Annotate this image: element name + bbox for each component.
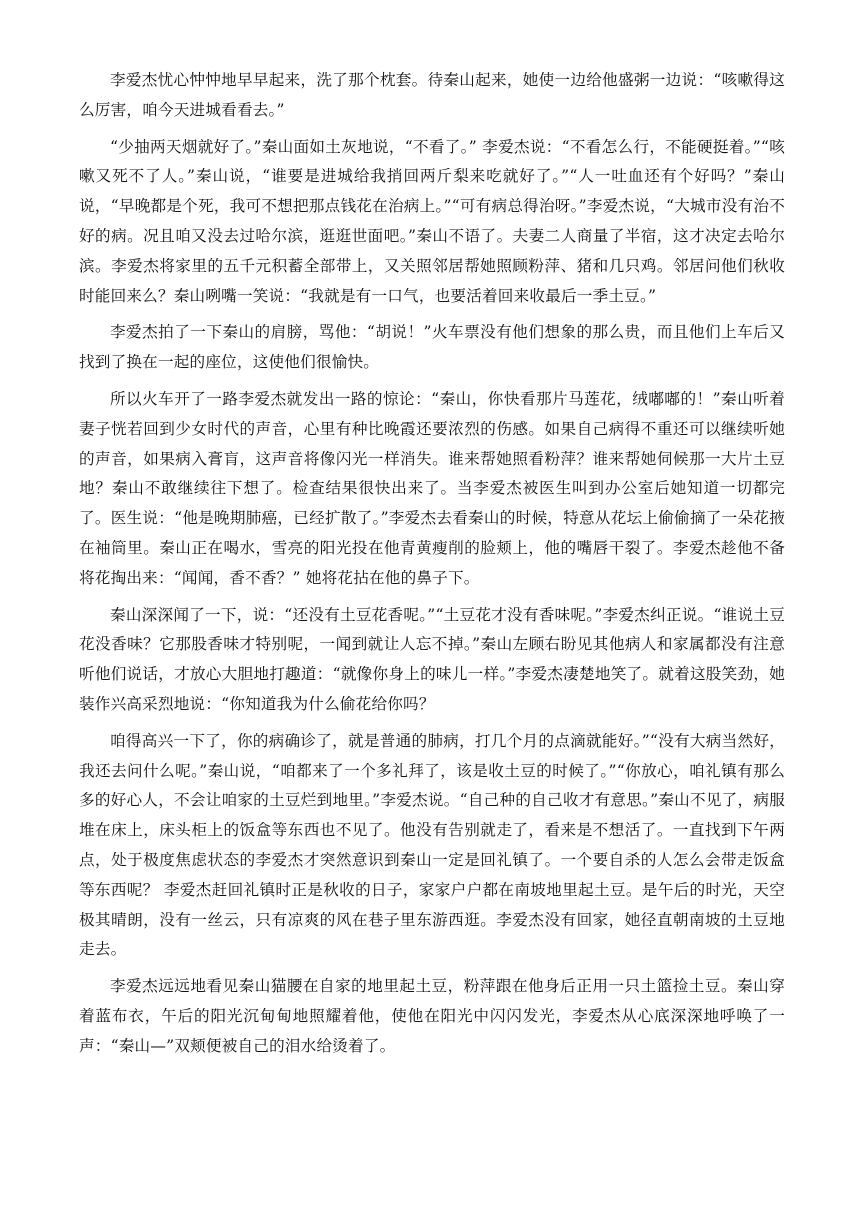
paragraph-7: 李爱杰远远地看见秦山猫腰在自家的地里起土豆，粉萍跟在他身后正用一只土篮捡土豆。秦山穿着蓝布衣，午后的阳光沉甸甸地照耀着他，使他在阳光中闪闪发光，李爱杰从心底深深地呼唤了一声：“秦山—”双颊便被自己的泪水给烫着了。 <box>79 977 785 1055</box>
paragraph-5: 秦山深深闻了一下，说：“还没有土豆花香呢。”“土豆花才没有香味呢。”李爱杰纠正说。“谁说土豆花没香味？它那股香味才特别呢，一闻到就让人忘不掉。”秦山左顾右盼见其他病人和家属都没有注意听他们说话，才放心大胆地打趣道：“就像你身上的味儿一样。”李爱杰凄楚地笑了。就着这股笑劲，她装作兴高采烈地说：“你知道我为什么偷花给你吗？ <box>79 605 785 713</box>
paragraph-4: 所以火车开了一路李爱杰就发出一路的惊论：“秦山，你快看那片马莲花，绒嘟嘟的！”秦山听着妻子恍若回到少女时代的声音，心里有种比晚霞还要浓烈的伤感。如果自己病得不重还可以继续听她的声音，如果病入膏肓，这声音将像闪光一样消失。谁来帮她照看粉萍？谁来帮她伺候那一大片土豆地？秦山不敢继续往下想了。检查结果很快出来了。当李爱杰被医生叫到办公室后她知道一切都完了。医生说：“他是晚期肺癌，已经扩散了。”李爱杰去看秦山的时候，特意从花坛上偷偷摘了一朵花掖在袖筒里。秦山正在喝水，雪亮的阳光投在他青黄瘦削的脸颊上，他的嘴唇干裂了。李爱杰趁他不备将花掏出来：“闻闻，香不香？” 她将花拈在他的鼻子下。 <box>79 389 785 587</box>
document-page <box>79 66 785 1069</box>
paragraph-6: 咱得高兴一下了，你的病确诊了，就是普通的肺病，打几个月的点滴就能好。”“没有大病当然好，我还去问什么呢。”秦山说，“咱都来了一个多礼拜了，该是收土豆的时候了。”“你放心，咱礼镇有那么多的好心人，不会让咱家的土豆烂到地里。”李爱杰说。“自己种的自己收才有意思。”秦山不见了，病服堆在床上，床头柜上的饭盒等东西也不见了。他没有告别就走了，看来是不想活了。一直找到下午两点，处于极度焦虑状态的李爱杰才突然意识到秦山一定是回礼镇了。一个要自杀的人怎么会带走饭盒等东西呢？ 李爱杰赶回礼镇时正是秋收的日子，家家户户都在南坡地里起土豆。是午后的时光，天空极其晴朗，没有一丝云，只有凉爽的风在巷子里东游西逛。李爱杰没有回家，她径直朝南坡的土豆地走去。 <box>79 731 785 959</box>
paragraph-1: 李爱杰忧心忡忡地早早起来，洗了那个枕套。待秦山起来，她使一边给他盛粥一边说：“咳嗽得这么厉害，咱今天进城看看去。” <box>79 71 785 119</box>
paragraph-3: 李爱杰拍了一下秦山的肩膀，骂他：“胡说！”火车票没有他们想象的那么贵，而且他们上车后又找到了换在一起的座位，这使他们很愉快。 <box>79 323 785 372</box>
paragraph-2: “少抽两天烟就好了。”秦山面如土灰地说，“不看了。” 李爱杰说：“不看怎么行，不能硬挺着。”“咳嗽又死不了人。”秦山说，“谁要是进城给我捎回两斤梨来吃就好了。”“人一吐血还有个好吗？”秦山说，“早晚都是个死，我可不想把那点钱花在治病上。”“可有病总得治呀。”李爱杰说，“大城市没有治不好的病。况且咱又没去过哈尔滨，逛逛世面吧。”秦山不语了。夫妻二人商量了半宿，这才决定去哈尔滨。李爱杰将家里的五千元积蓄全部带上，又关照邻居帮她照顾粉萍、猪和几只鸡。邻居问他们秋收时能回来么？秦山咧嘴一笑说：“我就是有一口气，也要活着回来收最后一季土豆。” <box>79 137 785 305</box>
